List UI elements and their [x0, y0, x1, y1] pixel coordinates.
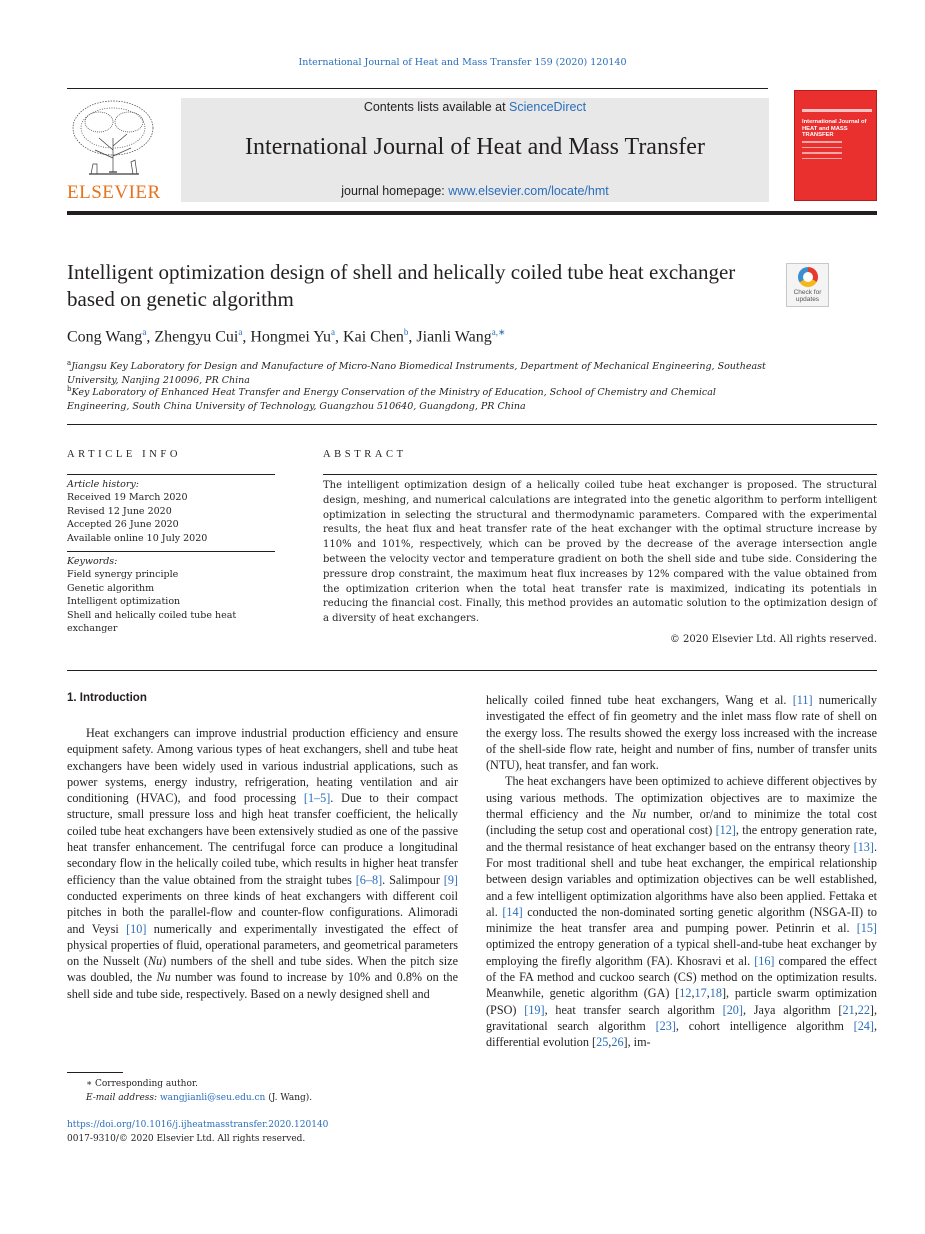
homepage-prefix: journal homepage:	[341, 184, 449, 198]
affiliation-marker: b	[67, 385, 72, 393]
article-info-heading: ARTICLE INFO	[67, 449, 182, 460]
keyword: Genetic algorithm	[67, 582, 155, 594]
keywords-heading: Keywords:	[67, 556, 118, 567]
citation-link[interactable]: 18	[709, 986, 722, 1001]
contents-line	[181, 100, 769, 114]
author-affil-link[interactable]: a	[238, 327, 243, 337]
history-heading: Article history:	[67, 479, 139, 490]
keyword: Field synergy principle	[67, 569, 179, 581]
elsevier-tree-icon	[69, 98, 158, 180]
sciencedirect-link[interactable]: ScienceDirect	[509, 100, 587, 114]
abstract-rule	[323, 474, 877, 475]
citation-link[interactable]: [14]	[502, 904, 523, 919]
citation-link[interactable]: [20]	[722, 1002, 743, 1017]
author-affil-link[interactable]: a	[331, 327, 336, 337]
body-rule	[67, 670, 877, 671]
affiliation-b	[67, 383, 767, 413]
journal-banner	[181, 98, 769, 202]
footnote	[67, 1078, 457, 1105]
elsevier-logo[interactable]	[67, 98, 160, 202]
email-line: E-mail address: wangjianli@seu.edu.cn (J. Wang).	[86, 1092, 313, 1103]
citation-link[interactable]: 25	[596, 1035, 609, 1050]
keywords	[67, 555, 267, 635]
keywords-rule	[67, 551, 275, 552]
author-affil-link[interactable]: a,∗	[491, 327, 506, 337]
header-thick-rule	[67, 211, 877, 215]
email-link[interactable]: wangjianli@seu.edu.cn	[159, 1092, 266, 1103]
abstract-text: The intelligent optimization design of a helically coiled tube heat exchanger is proposed. The structural design, meshing, and numerical calculations are integrated into the genetic algorithm to perform intelligent optimization in selecting the structural and thermodynamic parameters. Compared with the experimental results, the heat flux and heat transfer rate of the heat exchanger with the optimal structure increase by 110% and 101%, respectively, which can be proved by the decrease of the average intersection angle between the velocity vector and temperature gradient on both the shell side and tube side. Considering the pressure drop constraint, the maximum heat flux increases by 12% compared with the value obtained from the optimization criterion when the total heat transfer rate is maximized, indicating its potentials in reducing the financial cost. Finally, this method provides an automatic solution to the optimization design of a diversity of heat exchangers.	[323, 480, 877, 625]
history-accepted: Accepted 26 June 2020	[67, 519, 179, 531]
abstract-copyright: © 2020 Elsevier Ltd. All rights reserved.	[669, 634, 877, 645]
author-name[interactable]: Zhengyu Cui	[154, 328, 239, 346]
citation-link[interactable]: [9]	[443, 872, 458, 887]
citation-link[interactable]: [16]	[754, 953, 775, 968]
citation-link[interactable]: 26	[611, 1035, 624, 1050]
paragraph: The heat exchangers have been optimized to achieve different objectives by using various methods. The optimization objectives are to maximize the thermal efficiency and the Nu number, or/and to minimize the total cost (including the setup cost and operational cost) [12], the entropy generation rate, and the thermal resistance of heat exchanger based on the entransy theory [13]. For most traditional shell and tube heat exchanger, the empirical relationship between design variables and optimization objectives can be well established, and a few intelligent optimization algorithms have also been applied. Fettaka et al. [14] conducted the non-dominated sorting genetic algorithm (NSGA-II) to minimize the heat transfer area and pumping power. Petinrin et al. [15] optimized the entropy generation of a typical shell-and-tube heat exchanger by employing the firefly algorithm (FA). Khosravi et al. [16] compared the effect of the FA method and cuckoo search (CS) method on the optimization results. Meanwhile, genetic algorithm (GA) [12,17,18], particle swarm optimization (PSO) [19], heat transfer search algorithm [20], Jaya algorithm [21,22], gravitational search algorithm [23], cohort intelligence algorithm [24], differential evolution [25,26], im-	[486, 774, 878, 1050]
author-list: Cong Wang$^a$, Zhengyu Cui$^a$, Hongmei Yu$^a$, Kai Chen$^b$, Jianli Wang$^{a,∗}$	[67, 327, 506, 346]
paragraph: helically coiled finned tube heat exchangers, Wang et al. [11] numerically investigated the effect of fin geometry and the inlet mass flow rate of shell on the exergy loss. The results showed the exergy loss increased with the increase of the shell-side flow rate, height and number of fins, number of transfer units (NTU), heat transfer, and fan work.	[486, 693, 877, 773]
section-rule	[67, 424, 877, 425]
citation-link[interactable]: [15]	[856, 921, 877, 936]
cover-title: International Journal of HEAT and MASS TRANSFER	[802, 119, 867, 138]
citation-link[interactable]: 17	[694, 986, 707, 1001]
history-received: Received 19 March 2020	[67, 492, 188, 504]
running-head[interactable]: International Journal of Heat and Mass Transfer 159 (2020) 120140	[298, 57, 627, 68]
citation-link[interactable]: [6–8]	[355, 872, 383, 887]
author-name[interactable]: Hongmei Yu	[250, 328, 332, 346]
issn-line: 0017-9310/© 2020 Elsevier Ltd. All rights reserved.	[67, 1133, 306, 1144]
affiliation-text: Jiangsu Key Laboratory for Design and Manufacture of Micro-Nano Biomedical Instruments, Department of Mechanical Engineering, Southeast University, Nanjing 210096, PR China	[67, 361, 766, 386]
crossmark-label: Check for updates	[793, 289, 822, 303]
section-heading-introduction: 1. Introduction	[67, 692, 147, 704]
doi-link[interactable]: https://doi.org/10.1016/j.ijheatmasstransfer.2020.120140	[67, 1120, 329, 1130]
keyword: Shell and helically coiled tube heat exchanger	[67, 609, 237, 635]
author-name[interactable]: Cong Wang	[67, 328, 143, 346]
body-column-left	[67, 725, 458, 1002]
doi-block	[67, 1119, 467, 1146]
article-history	[67, 478, 277, 545]
citation-link[interactable]: 21	[842, 1002, 855, 1017]
elsevier-wordmark: ELSEVIER	[67, 182, 161, 203]
body-column-right	[486, 692, 877, 1051]
article-title: Intelligent optimization design of shell and helically coiled tube heat exchanger based on genetic algorithm	[67, 260, 736, 311]
citation-link[interactable]: [19]	[524, 1002, 545, 1017]
crossmark-button[interactable]	[786, 263, 829, 307]
corresponding-author-note: ∗ Corresponding author.	[86, 1079, 199, 1089]
affiliation-marker: a	[67, 359, 72, 367]
citation-link[interactable]: [1–5]	[303, 791, 331, 806]
author-name[interactable]: Jianli Wang	[416, 328, 492, 346]
citation-link[interactable]: [24]	[853, 1018, 874, 1033]
author-name[interactable]: Kai Chen	[343, 328, 404, 346]
citation-link[interactable]: 12	[679, 986, 692, 1001]
citation-link[interactable]: [12]	[715, 823, 736, 838]
citation-link[interactable]: [10]	[126, 921, 147, 936]
affiliation-text: Key Laboratory of Enhanced Heat Transfer and Energy Conservation of the Ministry of Education, School of Chemistry and Chemical Engineering, South China University of Technology, Guangzhou 510640, Guangdong, PR China	[67, 387, 716, 412]
history-revised: Revised 12 June 2020	[67, 505, 172, 517]
citation-link[interactable]: [11]	[792, 693, 813, 707]
author-affil-link[interactable]: a	[142, 327, 147, 337]
article-info-rule	[67, 474, 275, 475]
homepage-line	[181, 184, 769, 198]
footnote-rule	[67, 1072, 123, 1073]
journal-cover-thumbnail[interactable]	[794, 90, 877, 201]
author-affil-link[interactable]: b	[403, 327, 409, 337]
history-online: Available online 10 July 2020	[67, 532, 208, 544]
crossmark-icon	[798, 267, 818, 287]
cover-decoration	[802, 141, 842, 163]
paragraph: Heat exchangers can improve industrial production efficiency and ensure equipment safety. Among various types of heat exchangers, shell and tube heat exchangers have been widely used in various industrial applications, such as power systems, energy industry, refrigeration, heating ventilation and air conditioning (HVAC), and food processing [1–5]. Due to their compact structure, small pressure loss and high heat transfer coefficient, the helically coiled tube heat exchangers have been extensively studied as one of the passive heat transfer enhancement. The centrifugal force can produce a longitudinal secondary flow in the helically coiled tube, which results in higher heat transfer efficiency than the value obtained from the straight tubes [6–8]. Salimpour [9] conducted experiments on three kinds of heat exchangers with different coil pitches in both the parallel-flow and counter-flow configurations. Alimoradi and Veysi [10] numerically and experimentally investigated the effect of physical properties of fluid, operational parameters, and geometrical parameters on the Nusselt (Nu) numbers of the shell and tube sides. When the pitch size was doubled, the Nu number was found to increase by 10% and 0.8% on the shell side and tube side, respectively. Based on a newly designed shell and	[67, 726, 459, 1001]
cover-strip	[802, 109, 872, 112]
citation-link[interactable]: 22	[857, 1002, 870, 1017]
citation-link[interactable]: [23]	[655, 1018, 676, 1033]
keyword: Intelligent optimization	[67, 596, 181, 608]
abstract-heading: ABSTRACT	[323, 449, 407, 460]
top-rule	[67, 88, 768, 89]
citation-link[interactable]: [13]	[853, 839, 874, 854]
homepage-link[interactable]: www.elsevier.com/locate/hmt	[448, 184, 609, 198]
journal-title: International Journal of Heat and Mass Transfer	[245, 134, 705, 160]
contents-prefix: Contents lists available at	[363, 100, 510, 114]
